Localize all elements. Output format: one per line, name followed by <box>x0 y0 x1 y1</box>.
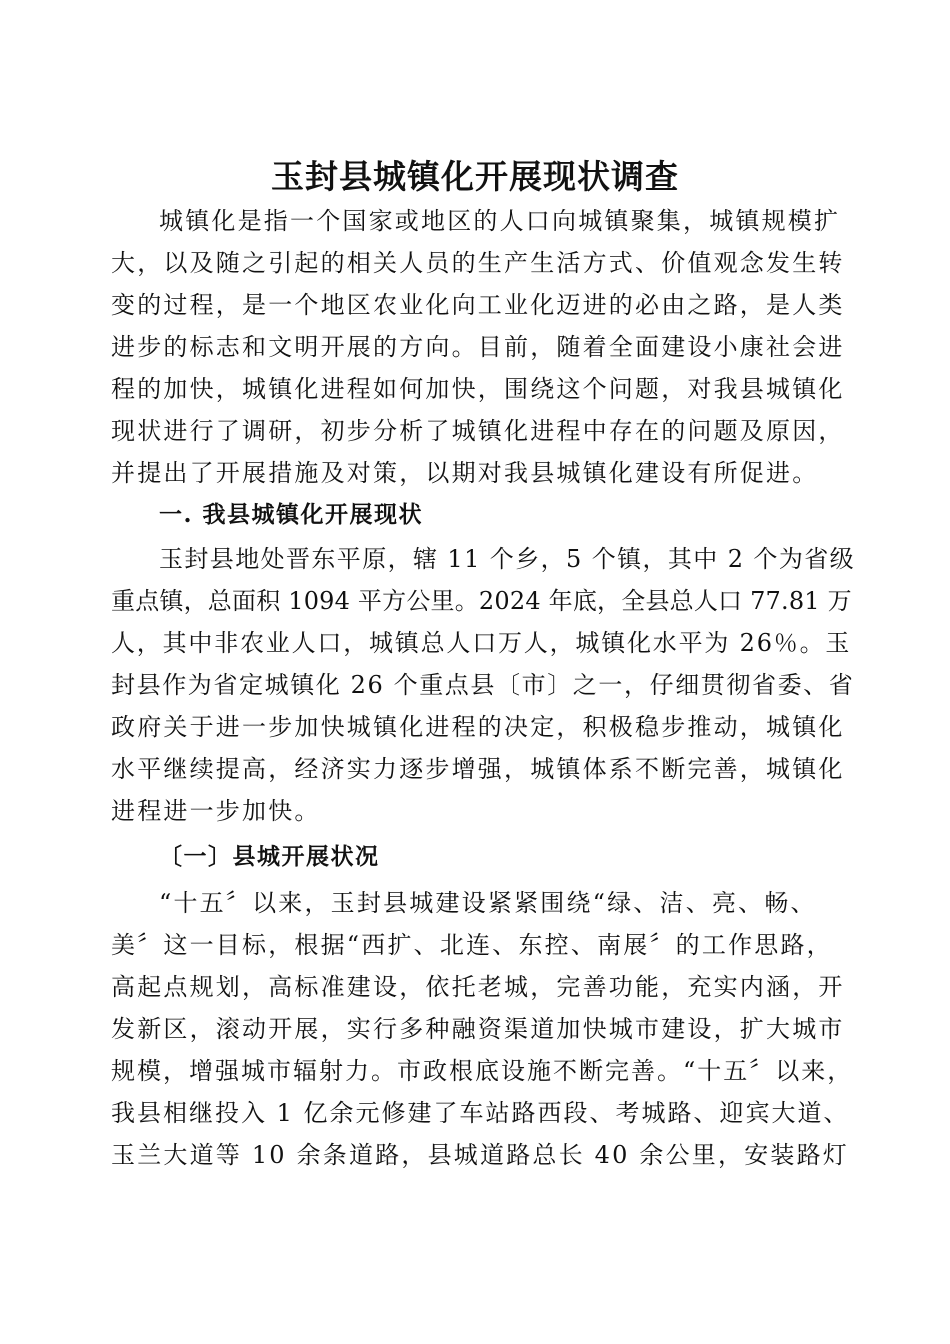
document-title: 玉封县城镇化开展现状调查 <box>271 157 679 196</box>
paragraph-line: 封县作为省定城镇化 26 个重点县〔市〕之一，仔细贯彻省委、省 <box>111 671 855 699</box>
subsection-heading: 〔一〕县城开展状况 <box>159 843 380 870</box>
paragraph-line: 大，以及随之引起的相关人员的生产生活方式、价值观念发生转 <box>111 249 845 277</box>
paragraph-line: 规模，增强城市辐射力。市政根底设施不断完善。“十五〞以来， <box>111 1057 854 1085</box>
paragraph-line: 重点镇，总面积 1094 平方公里。2024 年底，全县总人口 77.81 万 <box>111 587 852 615</box>
paragraph-line: 并提出了开展措施及对策，以期对我县城镇化建设有所促进。 <box>111 459 819 487</box>
paragraph-line: “十五〞以来，玉封县城建设紧紧围绕“绿、洁、亮、畅、 <box>159 889 817 917</box>
paragraph-line: 人，其中非农业人口，城镇总人口万人，城镇化水平为 26％。玉 <box>111 629 852 657</box>
paragraph-line: 高起点规划，高标准建设，依托老城，完善功能，充实内涵，开 <box>111 973 845 1001</box>
paragraph-line: 我县相继投入 1 亿余元修建了车站路西段、考城路、迎宾大道、 <box>111 1099 850 1127</box>
paragraph-line: 程的加快，城镇化进程如何加快，围绕这个问题，对我县城镇化 <box>111 375 845 403</box>
paragraph-line: 变的过程，是一个地区农业化向工业化迈进的必由之路，是人类 <box>111 291 845 319</box>
paragraph-line: 美〞这一目标，根据“西扩、北连、东控、南展〞的工作思路， <box>111 931 833 959</box>
paragraph-line: 玉封县地处晋东平原，辖 11 个乡，5 个镇，其中 2 个为省级 <box>159 545 856 573</box>
paragraph-line: 现状进行了调研，初步分析了城镇化进程中存在的问题及原因， <box>111 417 845 445</box>
paragraph-line: 政府关于进一步加快城镇化进程的决定，积极稳步推动，城镇化 <box>111 713 845 741</box>
paragraph-line: 进步的标志和文明开展的方向。目前，随着全面建设小康社会进 <box>111 333 845 361</box>
paragraph-line: 城镇化是指一个国家或地区的人口向城镇聚集，城镇规模扩 <box>159 207 841 235</box>
paragraph-line: 玉兰大道等 10 余条道路，县城道路总长 40 余公里，安装路灯 <box>111 1141 849 1169</box>
paragraph-line: 发新区，滚动开展，实行多种融资渠道加快城市建设，扩大城市 <box>111 1015 845 1043</box>
paragraph-line: 进程进一步加快。 <box>111 797 321 825</box>
paragraph-line: 水平继续提高，经济实力逐步增强，城镇体系不断完善，城镇化 <box>111 755 845 783</box>
section-heading: 一. 我县城镇化开展现状 <box>159 501 424 528</box>
